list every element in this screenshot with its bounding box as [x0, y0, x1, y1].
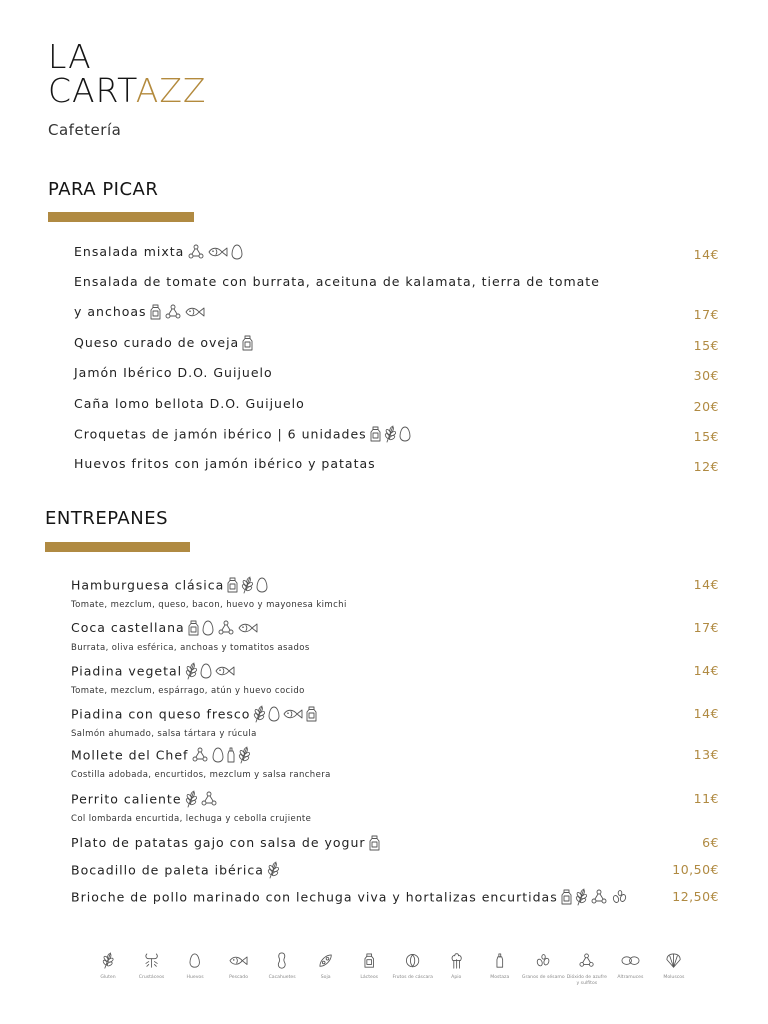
brand-line-2-accent: AZZ — [135, 71, 207, 110]
menu-item-price: 11€ — [693, 791, 719, 806]
allergen-legend-item — [306, 950, 346, 987]
allergen-legend-label: Crustáceos — [138, 975, 165, 980]
egg-icon — [189, 950, 200, 972]
fish-icon — [283, 708, 303, 720]
menu-item-name-text: Coca castellana — [71, 620, 185, 635]
menu-item-name-text: Piadina con queso fresco — [71, 706, 251, 722]
milk-icon — [227, 577, 238, 593]
menu-item-name — [71, 705, 317, 723]
menu-item-description: Burrata, oliva esférica, anchoas y tomatitos asados — [71, 643, 310, 653]
gluten-icon — [575, 888, 587, 906]
allergen-legend-label: Moluscos — [663, 975, 685, 980]
egg-icon — [268, 706, 280, 722]
milk-icon — [306, 706, 317, 722]
menu-item-price: 15€ — [693, 338, 719, 353]
mustard-icon — [191, 747, 209, 763]
allergen-legend-item — [436, 950, 476, 987]
menu-item-price: 10,50€ — [672, 862, 719, 877]
menu-item-price: 12€ — [693, 459, 719, 474]
allergen-legend-label: Dióxido de azufre y sulfitos — [566, 975, 607, 986]
milk-icon — [370, 426, 381, 442]
allergen-legend-label: Lácteos — [360, 975, 379, 980]
allergen-legend-item — [219, 950, 259, 987]
menu-item-name — [71, 888, 629, 906]
menu-item-name — [71, 619, 258, 636]
egg-icon — [212, 747, 224, 763]
menu-item-description: Tomate, mezclum, espárrago, atún y huevo cocido — [71, 686, 305, 696]
mustard-bottle-icon — [496, 950, 504, 972]
allergen-legend-item — [480, 950, 520, 987]
menu-item-price: 15€ — [693, 429, 719, 444]
menu-item-price: 17€ — [693, 620, 719, 635]
sesame-icon — [535, 950, 552, 972]
brand-subtitle: Cafetería — [48, 121, 122, 139]
menu-item-name-text: Queso curado de oveja — [74, 335, 240, 350]
allergen-legend-label: Soja — [320, 975, 331, 980]
menu-item-name-text: Piadina vegetal — [71, 663, 183, 679]
crustacean-icon — [144, 950, 159, 972]
gluten-icon — [241, 576, 253, 594]
milk-icon — [188, 620, 199, 636]
menu-item-description: Tomate, mezclum, queso, bacon, huevo y mayonesa kimchi — [71, 600, 347, 610]
menu-item-name-text: Huevos fritos con jamón ibérico y patatas — [74, 456, 376, 471]
menu-item-price: 6€ — [702, 835, 719, 850]
menu-item-name-text: Jamón Ibérico D.O. Guijuelo — [74, 365, 273, 380]
menu-item-price: 14€ — [693, 706, 719, 721]
menu-item-name — [74, 303, 205, 320]
allergen-legend-item — [393, 950, 433, 987]
menu-item-price: 13€ — [693, 747, 719, 762]
menu-item-name-text: Brioche de pollo marinado con lechuga viva y hortalizas encurtidas — [71, 889, 558, 905]
gluten-icon — [238, 746, 250, 764]
gluten-icon — [102, 950, 113, 972]
menu-item-name — [71, 834, 380, 851]
allergen-legend-label: Huevos — [186, 975, 204, 980]
brand-line-1: LA — [48, 37, 92, 76]
mollusc-icon — [665, 950, 682, 972]
gluten-icon — [384, 425, 396, 443]
allergen-legend-item — [654, 950, 694, 987]
egg-icon — [202, 620, 214, 636]
peanut-icon — [277, 950, 287, 972]
fish-icon — [185, 306, 205, 318]
gluten-icon — [185, 790, 197, 808]
fish-icon — [229, 950, 248, 972]
section-divider-entrepanes — [45, 542, 190, 552]
menu-item-name — [71, 790, 218, 808]
mustard-icon — [187, 244, 205, 260]
fish-icon — [215, 665, 235, 677]
egg-icon — [231, 244, 243, 260]
menu-item-name-text: Bocadillo de paleta ibérica — [71, 862, 264, 878]
mustard-icon — [164, 304, 182, 320]
menu-item-name — [74, 455, 376, 471]
brand-line-2 — [48, 71, 207, 110]
sesame-icon — [611, 890, 629, 904]
allergen-legend-label: Pescado — [229, 975, 249, 980]
fish-icon — [208, 246, 228, 258]
egg-icon — [256, 577, 268, 593]
menu-item-price: 14€ — [693, 247, 719, 262]
mustard-icon — [578, 950, 595, 972]
menu-item-name — [71, 861, 279, 879]
allergen-legend-item — [175, 950, 215, 987]
mustard-icon — [200, 791, 218, 807]
soy-icon — [318, 950, 333, 972]
brand-line-2-main: CART — [48, 71, 136, 110]
menu-item-price: 20€ — [693, 399, 719, 414]
menu-item-description: Col lombarda encurtida, lechuga y cebolla crujiente — [71, 814, 312, 824]
fish-icon — [238, 622, 258, 634]
milk-icon — [369, 835, 380, 851]
allergen-legend-item — [567, 950, 607, 987]
allergen-legend-item — [523, 950, 563, 987]
allergen-legend-label: Cacahuetes — [268, 975, 296, 980]
allergen-legend-item — [88, 950, 128, 987]
egg-icon — [399, 426, 411, 442]
menu-item-price: 17€ — [693, 307, 719, 322]
menu-item-name — [74, 273, 600, 289]
mustard-icon — [217, 620, 235, 636]
allergen-legend-item — [262, 950, 302, 987]
menu-item-name-text: Ensalada mixta — [74, 244, 185, 259]
allergen-legend-item — [132, 950, 172, 987]
allergen-legend-label: Altramuces — [617, 975, 644, 980]
milk-icon — [242, 335, 253, 351]
mustard-icon — [590, 889, 608, 905]
menu-item-price: 30€ — [693, 368, 719, 383]
menu-item-name-text: Caña lomo bellota D.O. Guijuelo — [74, 396, 305, 411]
menu-item-price: 14€ — [693, 663, 719, 678]
gluten-icon — [253, 705, 265, 723]
menu-item-name — [74, 425, 411, 443]
gluten-icon — [267, 861, 279, 879]
menu-item-name — [74, 395, 305, 411]
menu-item-name-text: Plato de patatas gajo con salsa de yogur — [71, 835, 366, 850]
menu-item-name-text: Hamburguesa clásica — [71, 577, 225, 593]
menu-item-name — [74, 364, 273, 380]
section-title-entrepanes: ENTREPANES — [45, 508, 168, 529]
allergen-legend-item — [349, 950, 389, 987]
menu-item-name-text: Mollete del Chef — [71, 747, 189, 763]
allergen-legend-item — [610, 950, 650, 987]
egg-icon — [200, 663, 212, 679]
menu-item-name-text: y anchoas — [74, 304, 147, 319]
brand-logo — [48, 37, 207, 139]
lupin-icon — [621, 950, 640, 972]
menu-item-name — [71, 662, 235, 680]
menu-item-name-text: Croquetas de jamón ibérico | 6 unidades — [74, 426, 367, 442]
menu-item-name — [74, 334, 253, 351]
section-divider-para-picar — [48, 212, 194, 222]
allergen-legend — [88, 950, 694, 987]
nut-icon — [405, 950, 420, 972]
menu-item-description: Salmón ahumado, salsa tártara y rúcula — [71, 729, 257, 739]
allergen-legend-label: Apio — [451, 975, 462, 980]
menu-item-name — [71, 746, 250, 764]
menu-item-description: Costilla adobada, encurtidos, mezclum y salsa ranchera — [71, 770, 331, 780]
menu-item-name — [71, 576, 268, 594]
celery-icon — [450, 950, 463, 972]
menu-item-name — [74, 243, 243, 260]
allergen-legend-label: Mostaza — [490, 975, 510, 980]
allergen-legend-label: Gluten — [100, 975, 116, 980]
section-title-para-picar: PARA PICAR — [48, 179, 159, 200]
menu-item-price: 12,50€ — [672, 889, 719, 904]
milk-icon — [561, 889, 572, 905]
mustard-bottle-icon — [227, 747, 235, 763]
menu-item-price: 14€ — [693, 577, 719, 592]
allergen-legend-label: Frutos de cáscara — [392, 975, 433, 980]
milk-icon — [150, 304, 161, 320]
milk-icon — [364, 950, 374, 972]
menu-item-name-text: Perrito caliente — [71, 791, 182, 807]
menu-item-name-text: Ensalada de tomate con burrata, aceituna de kalamata, tierra de tomate — [74, 274, 600, 289]
gluten-icon — [185, 662, 197, 680]
allergen-legend-label: Granos de sésamo — [521, 975, 565, 980]
